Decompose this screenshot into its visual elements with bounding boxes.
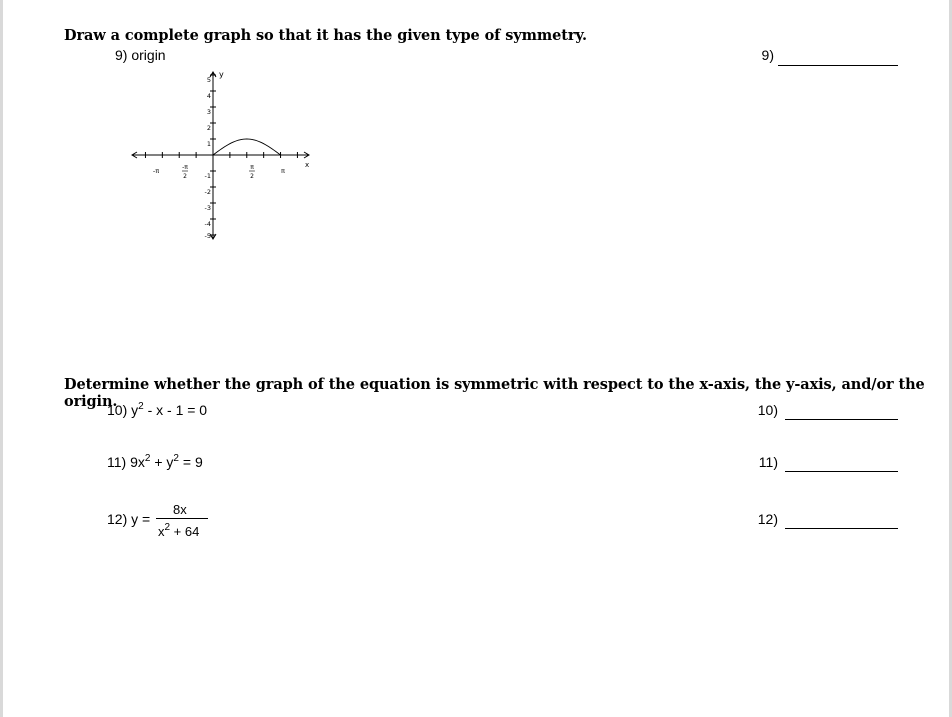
- y-tick-label: -2: [204, 188, 211, 196]
- question-10-y: y: [131, 402, 139, 418]
- answer-9-line[interactable]: [778, 65, 898, 66]
- question-12-den-exponent: 2: [164, 522, 171, 533]
- x-tick-label-half-pi-num: π: [250, 164, 254, 171]
- question-10-number: 10): [107, 402, 128, 418]
- y-tick-label: -5: [204, 232, 211, 240]
- page-edge-left: [0, 0, 3, 717]
- question-9: [115, 47, 166, 63]
- question-12-den-x: x: [158, 524, 165, 539]
- question-12-lhs: y =: [131, 511, 151, 527]
- question-12-numerator: 8x: [173, 502, 187, 517]
- y-tick-label: 2: [206, 124, 211, 132]
- y-tick-label: -1: [204, 172, 211, 180]
- y-tick-label: 3: [206, 108, 211, 116]
- question-11-mid: + y: [150, 454, 174, 470]
- x-tick-label-neg-half-pi-num: -π: [182, 164, 188, 171]
- question-12: [107, 511, 150, 527]
- question-9-number: 9): [115, 47, 128, 63]
- answer-10-line[interactable]: [785, 419, 898, 420]
- y-tick-label: 1: [206, 140, 211, 148]
- y-axis-label: y: [219, 70, 224, 79]
- answer-11-line[interactable]: [785, 471, 898, 472]
- y-tick-label: 5: [206, 76, 211, 84]
- question-11-exponent-2: 2: [173, 453, 179, 464]
- question-11: [107, 454, 203, 470]
- section-1-instruction: Draw a complete graph so that it has the given type of symmetry.: [64, 27, 587, 44]
- x-tick-label-neg-half-pi-den: 2: [183, 173, 187, 180]
- section-2-instruction: Determine whether the graph of the equation is symmetric with respect to the x-axis, the y-axis, and/or the origin.: [64, 376, 925, 410]
- y-tick-label: 4: [206, 92, 211, 100]
- answer-9-number: 9): [761, 47, 774, 63]
- x-tick-label-half-pi-den: 2: [250, 173, 254, 180]
- question-10-exponent: 2: [138, 401, 144, 412]
- y-tick-label: -3: [204, 204, 211, 212]
- question-11-exponent-1: 2: [144, 453, 151, 464]
- question-12-fraction-bar: [156, 518, 208, 519]
- answer-11-number: 11): [758, 454, 778, 470]
- question-11-number: 11): [107, 454, 127, 470]
- question-12-denominator: [158, 524, 199, 539]
- answer-10-number: 10): [757, 402, 778, 418]
- answer-12-line[interactable]: [785, 528, 898, 529]
- graph-coordinate-plane[interactable]: [125, 68, 325, 248]
- question-12-den-rest: + 64: [170, 524, 200, 539]
- question-10: [107, 402, 207, 418]
- question-11-rest: = 9: [178, 454, 203, 470]
- x-tick-label-pi: π: [281, 167, 285, 175]
- y-tick-label: -4: [204, 220, 211, 228]
- x-tick-label-neg-pi: -π: [152, 167, 160, 175]
- question-9-label: origin: [131, 47, 166, 63]
- question-12-number: 12): [107, 511, 128, 527]
- answer-12-number: 12): [757, 511, 778, 527]
- x-axis-label: x: [305, 161, 310, 169]
- question-10-rest: - x - 1 = 0: [143, 402, 208, 418]
- question-11-term-a: 9x: [130, 454, 145, 470]
